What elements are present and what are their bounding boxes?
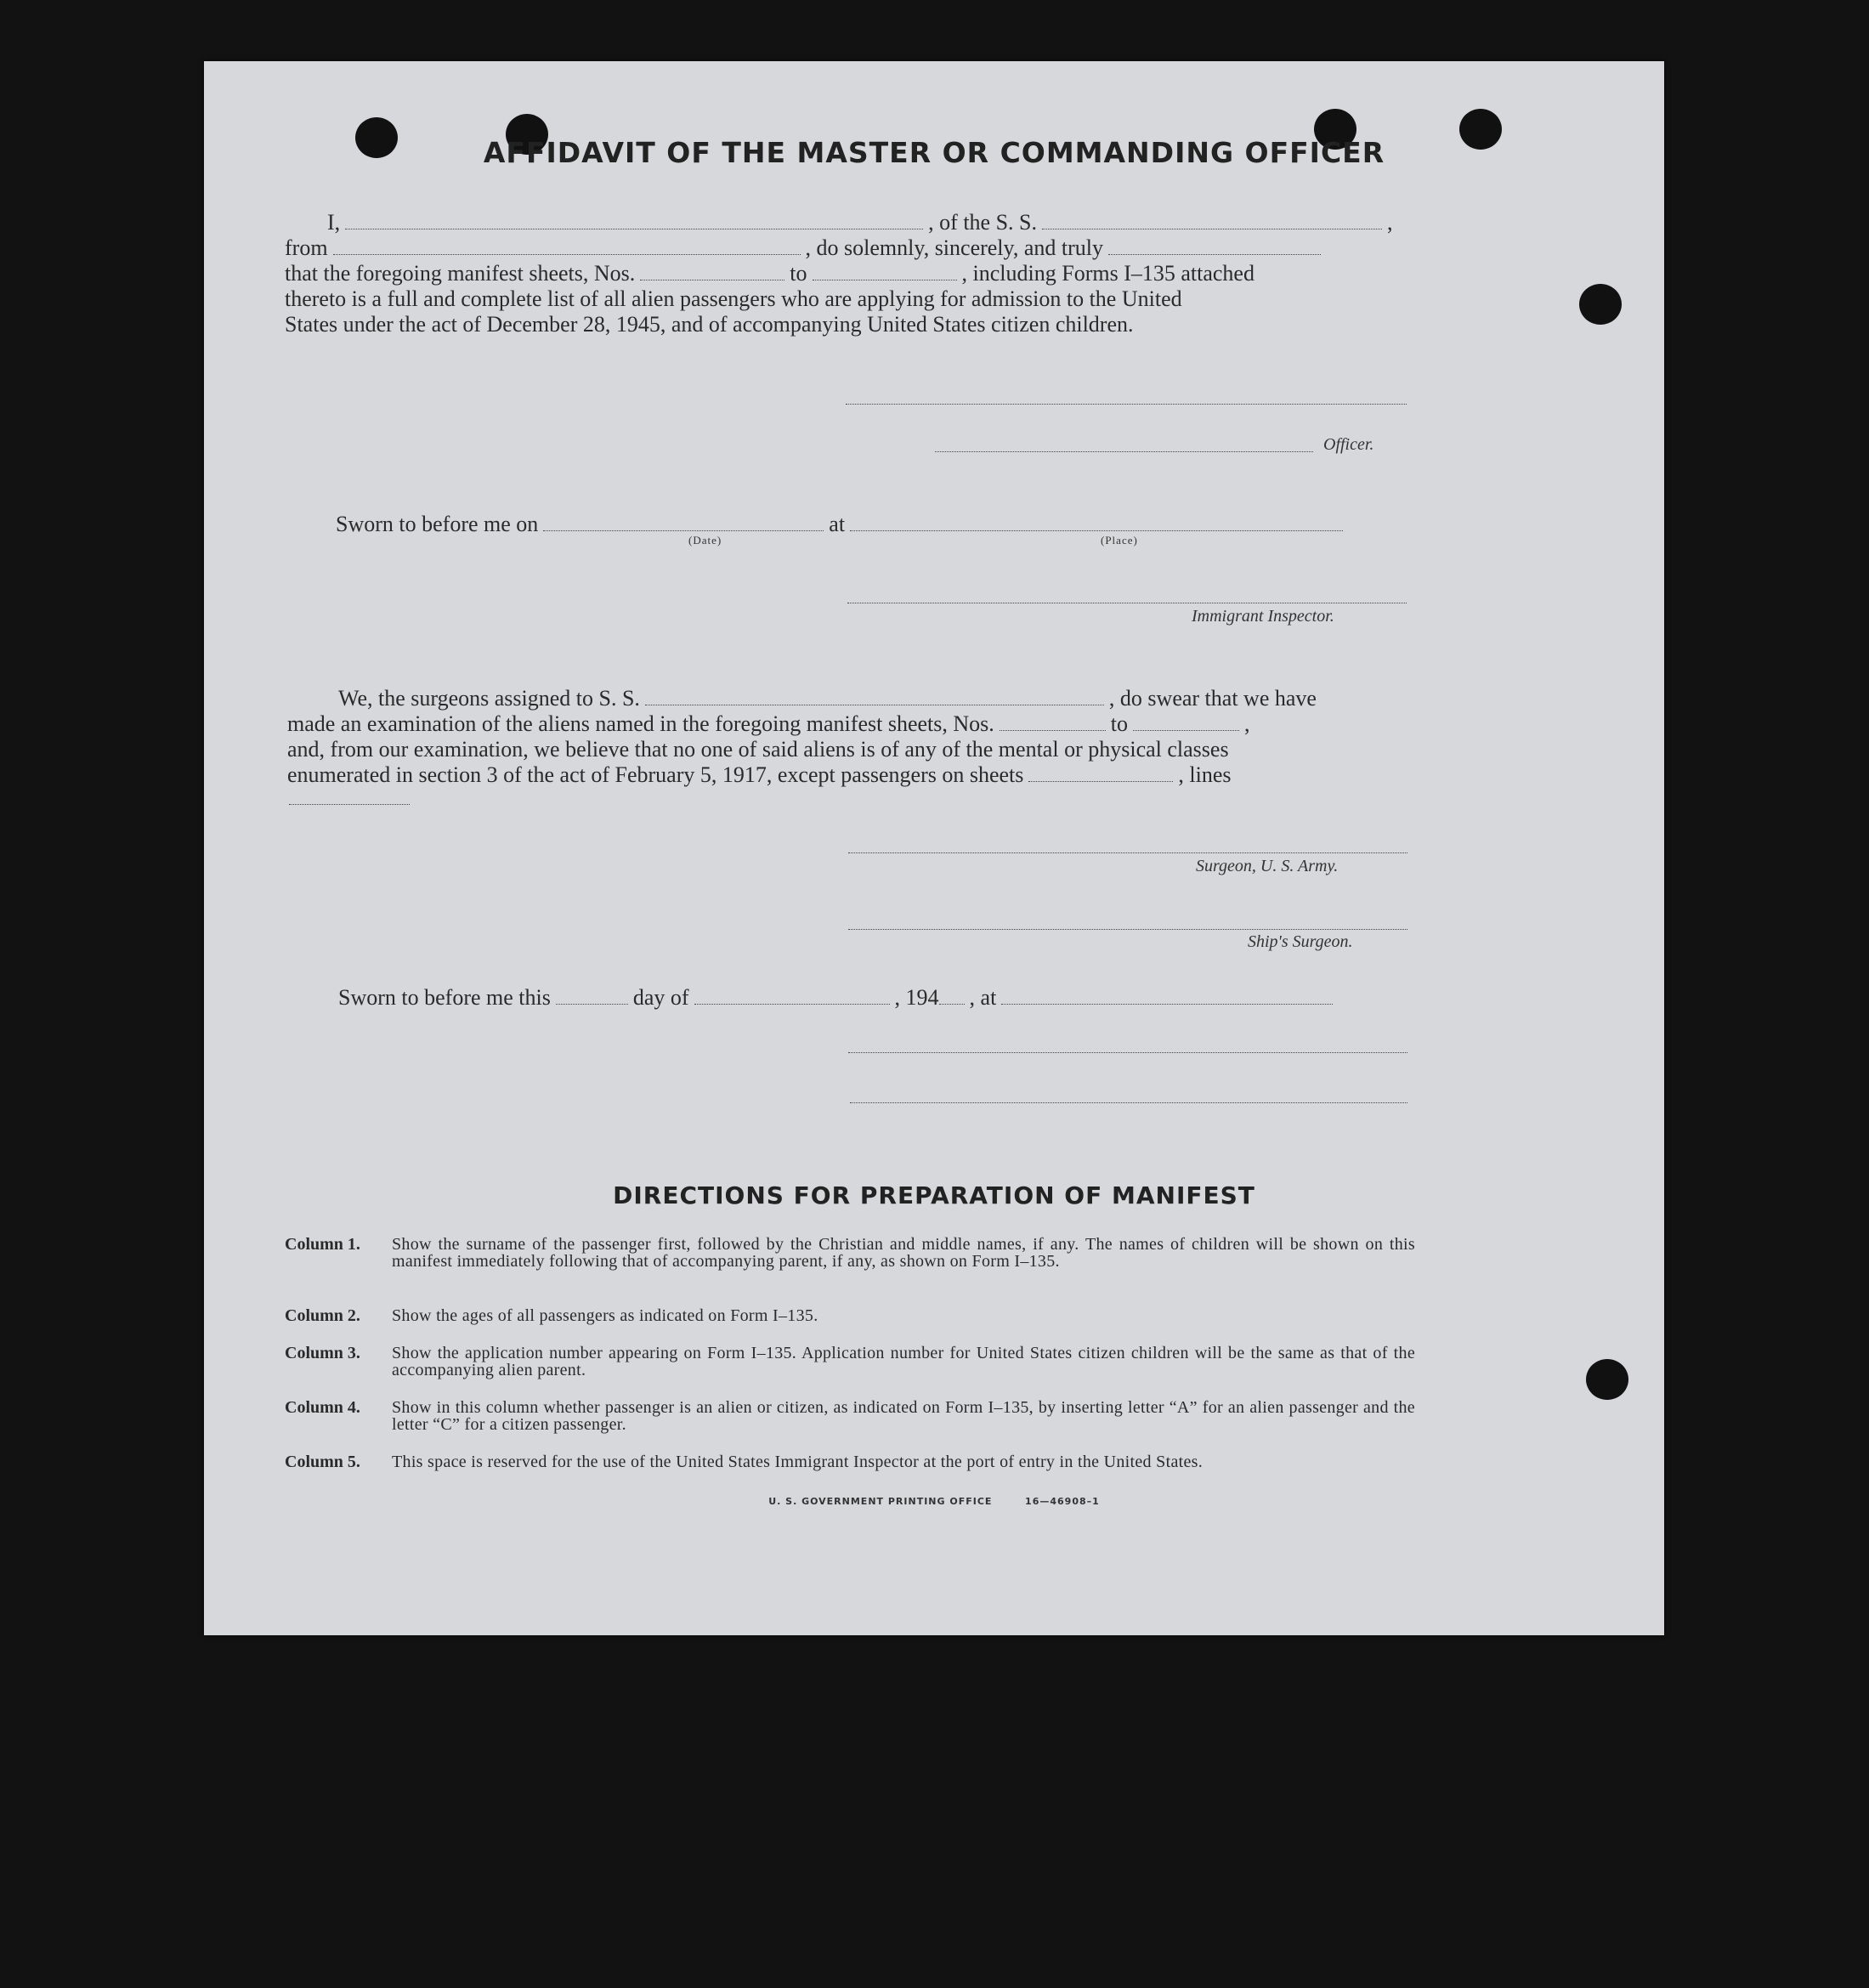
exception-sheets-blank[interactable]	[1028, 764, 1173, 782]
direction-label: Column 5.	[285, 1453, 360, 1471]
place-blank[interactable]	[850, 513, 1343, 531]
date-caption: (Date)	[688, 534, 722, 547]
direction-item	[285, 1236, 1415, 1270]
direction-label: Column 1.	[285, 1235, 360, 1254]
witness-title-line[interactable]	[850, 1102, 1407, 1103]
day-blank[interactable]	[556, 987, 628, 1005]
surgeons-line-3: and, from our examination, we believe that no one of said aliens is of any of the mental or physical classes	[287, 737, 1229, 762]
direction-text: Show the application number appearing on Form I–135. Application number for United States citizen children will be the same as that of the accompanying alien parent.	[392, 1344, 1415, 1379]
punch-hole	[1586, 1359, 1628, 1400]
army-surgeon-signature-line[interactable]	[848, 852, 1407, 853]
affidavit-line-1: I, , of the S. S. ,	[327, 210, 1393, 235]
form-page	[204, 61, 1664, 1635]
affidavit-line-3: that the foregoing manifest sheets, Nos. to , including Forms I–135 attached	[285, 261, 1254, 286]
direction-text: Show in this column whether passenger is an alien or citizen, as indicated on Form I–135, by inserting letter “A” for an alien passenger and the letter “C” for a citizen passenger.	[392, 1398, 1415, 1434]
directions-title: DIRECTIONS FOR PREPARATION OF MANIFEST	[613, 1181, 1255, 1209]
direction-text: This space is reserved for the use of the United States Immigrant Inspector at the port of entry in the United States.	[392, 1453, 1204, 1471]
surgeons-line-1: We, the surgeons assigned to S. S. , do swear that we have	[338, 686, 1317, 711]
direction-item	[285, 1345, 1415, 1379]
affidavit-line-2: from , do solemnly, sincerely, and truly	[285, 235, 1326, 261]
surgeon-ship-blank[interactable]	[645, 688, 1104, 705]
direction-item	[285, 1399, 1415, 1433]
officer-label: Officer.	[1323, 435, 1374, 454]
from-blank[interactable]	[333, 237, 801, 255]
direction-item	[285, 1453, 1415, 1470]
signature-line[interactable]	[846, 403, 1407, 405]
direction-text: Show the ages of all passengers as indicated on Form I–135.	[392, 1306, 818, 1325]
sworn-on-line: Sworn to before me on at	[336, 512, 1348, 537]
affidavit-line-4: thereto is a full and complete list of all alien passengers who are applying for admission to the United	[285, 286, 1182, 311]
sworn-this-line: Sworn to before me this day of , 194 , at	[338, 985, 1338, 1011]
surgeon-sheet-to-blank[interactable]	[1133, 713, 1239, 731]
direction-label: Column 3.	[285, 1344, 360, 1362]
direction-item	[285, 1307, 1415, 1324]
sheet-to-blank[interactable]	[813, 263, 957, 280]
direction-label: Column 2.	[285, 1306, 360, 1325]
surgeons-line-2: made an examination of the aliens named in the foregoing manifest sheets, Nos. to ,	[287, 711, 1250, 736]
direction-label: Column 4.	[285, 1398, 360, 1417]
officer-signature-line[interactable]	[935, 450, 1313, 452]
ship-blank[interactable]	[1042, 212, 1382, 229]
date-blank[interactable]	[543, 513, 824, 531]
swear-blank[interactable]	[1108, 237, 1321, 255]
witness-signature-line[interactable]	[848, 1051, 1407, 1053]
exception-lines-blank[interactable]	[289, 803, 410, 805]
printer-imprint: U. S. GOVERNMENT PRINTING OFFICE 16—46908–1	[768, 1496, 1100, 1507]
inspector-label: Immigrant Inspector.	[1192, 607, 1334, 626]
sheet-from-blank[interactable]	[640, 263, 784, 280]
direction-text: Show the surname of the passenger first, followed by the Christian and middle names, if any. The names of children will be shown on this manifest immediately following that of accompanying parent, if any, as shown on Form I–135.	[392, 1235, 1415, 1271]
ship-surgeon-label: Ship's Surgeon.	[1248, 932, 1353, 951]
month-blank[interactable]	[694, 987, 890, 1005]
punch-hole	[1579, 284, 1622, 325]
inspector-signature-line[interactable]	[847, 602, 1407, 603]
year-blank[interactable]	[939, 987, 965, 1005]
affidavit-line-5: States under the act of December 28, 1945, and of accompanying United States citizen children.	[285, 312, 1134, 337]
surgeons-line-4: enumerated in section 3 of the act of February 5, 1917, except passengers on sheets , lines	[287, 762, 1232, 787]
sworn-place-blank[interactable]	[1001, 987, 1333, 1005]
name-blank[interactable]	[345, 212, 923, 229]
army-surgeon-label: Surgeon, U. S. Army.	[1196, 857, 1339, 875]
affidavit-title: AFFIDAVIT OF THE MASTER OR COMMANDING OFFICER	[483, 136, 1385, 169]
place-caption: (Place)	[1101, 534, 1138, 547]
ship-surgeon-signature-line[interactable]	[848, 928, 1407, 930]
surgeon-sheet-from-blank[interactable]	[1000, 713, 1106, 731]
